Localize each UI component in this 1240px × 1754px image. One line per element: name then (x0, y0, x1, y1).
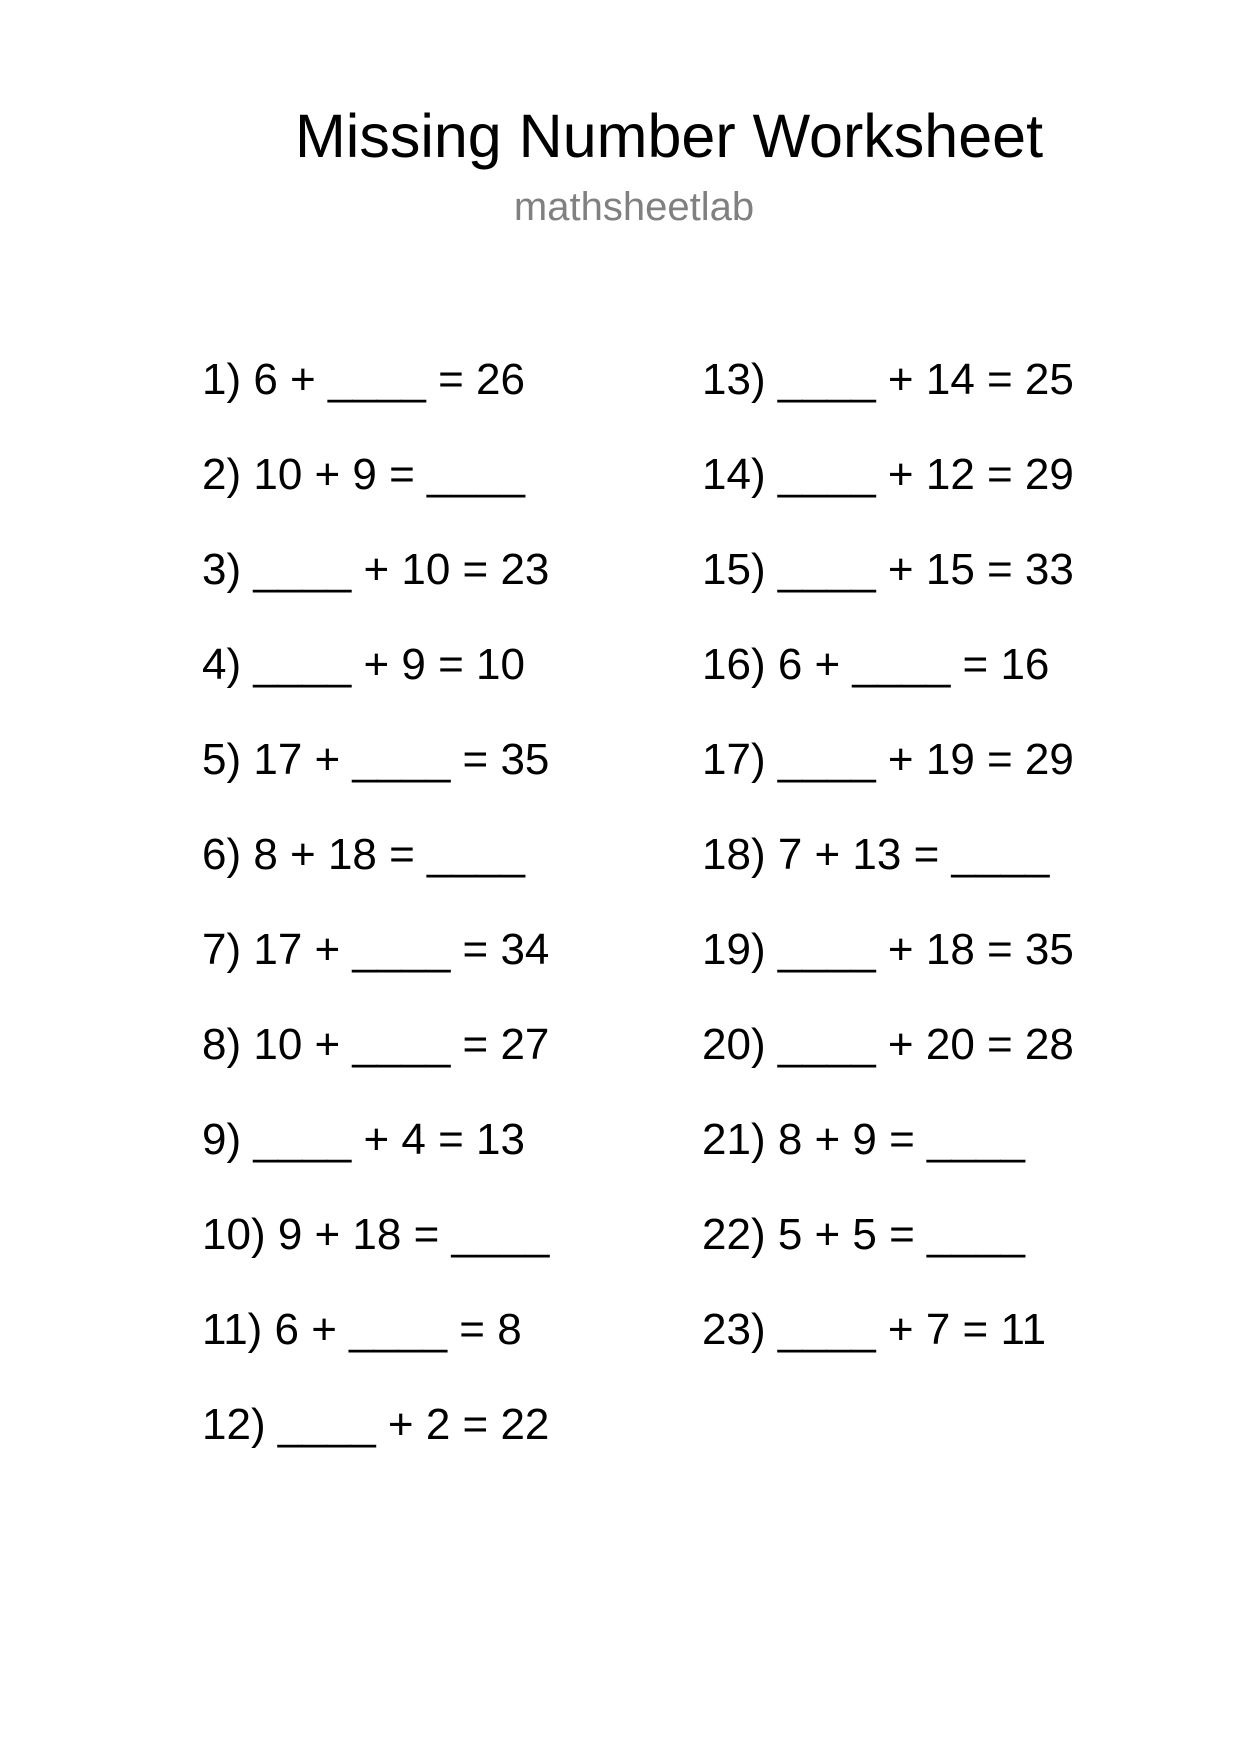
problem-21: 21) 8 + 9 = ____ (702, 1115, 1025, 1164)
problem-18: 18) 7 + 13 = ____ (702, 830, 1050, 879)
problem-17: 17) ____ + 19 = 29 (702, 735, 1074, 784)
problem-4: 4) ____ + 9 = 10 (202, 640, 525, 689)
worksheet-subtitle: mathsheetlab (513, 185, 755, 229)
problem-13: 13) ____ + 14 = 25 (702, 355, 1074, 404)
problem-10: 10) 9 + 18 = ____ (202, 1210, 550, 1259)
problem-1: 1) 6 + ____ = 26 (202, 355, 525, 404)
problem-22: 22) 5 + 5 = ____ (702, 1210, 1025, 1259)
problem-7: 7) 17 + ____ = 34 (202, 925, 550, 974)
problem-20: 20) ____ + 20 = 28 (702, 1020, 1074, 1069)
problem-23: 23) ____ + 7 = 11 (702, 1305, 1047, 1354)
problem-2: 2) 10 + 9 = ____ (202, 450, 525, 499)
problem-14: 14) ____ + 12 = 29 (702, 450, 1074, 499)
problem-9: 9) ____ + 4 = 13 (202, 1115, 525, 1164)
problem-19: 19) ____ + 18 = 35 (702, 925, 1074, 974)
problem-15: 15) ____ + 15 = 33 (702, 545, 1074, 594)
problem-5: 5) 17 + ____ = 35 (202, 735, 550, 784)
problem-11: 11) 6 + ____ = 8 (202, 1305, 522, 1354)
problem-6: 6) 8 + 18 = ____ (202, 830, 525, 879)
problem-8: 8) 10 + ____ = 27 (202, 1020, 550, 1069)
problem-3: 3) ____ + 10 = 23 (202, 545, 550, 594)
worksheet-title: Missing Number Worksheet (294, 102, 1044, 170)
problem-12: 12) ____ + 2 = 22 (202, 1400, 550, 1449)
problem-16: 16) 6 + ____ = 16 (702, 640, 1050, 689)
